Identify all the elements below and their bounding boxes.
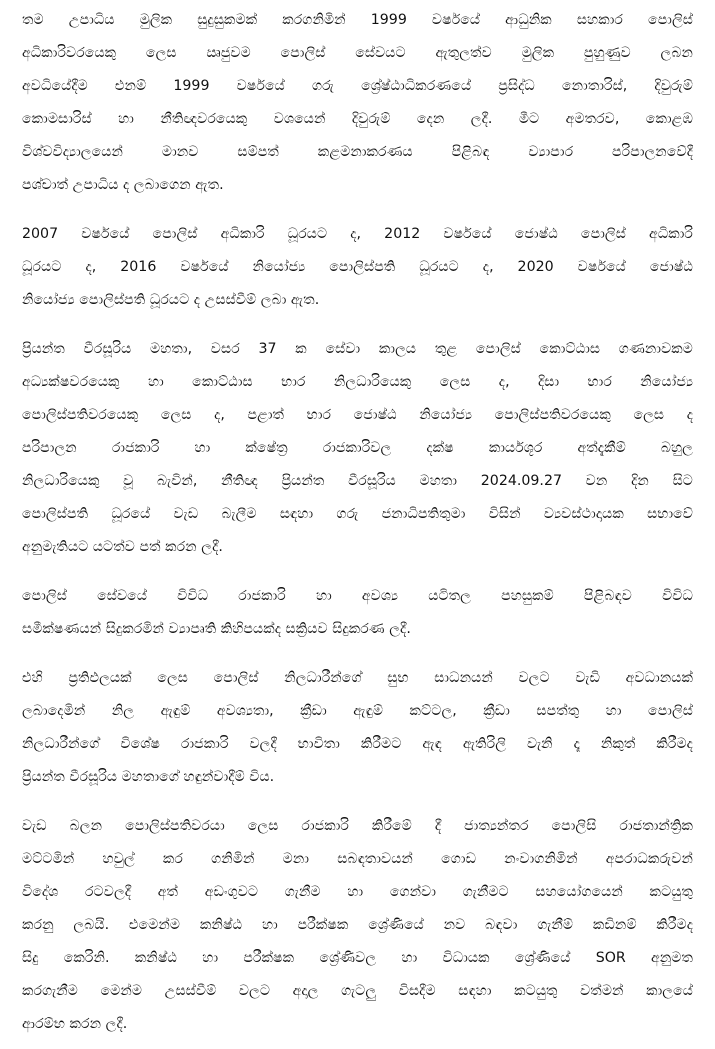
text-line: කොමසාරිස් හා නීතිඥවරයෙකු වශයෙන් දිවුරුම් දෙන ලදී. මීට අමතරව, කොළඹ — [22, 111, 693, 127]
paragraph-education — [22, 4, 693, 202]
text-line: 2007 වර්ෂයේ පොලිස් අධිකාරි ධූරයට ද, 2012 වර්ෂයේ ජොෂ්ඨ පොලිස් අධිකාරි — [22, 226, 693, 242]
paragraph-appointment — [22, 333, 693, 564]
text-line: නිලධාරීන්ගේ විශේෂ රාජකාරි වලදී භාවිතා කිරීමට ඇඳ ඇතිරිලි වැනි දෑ නිකුත් කිරීමද — [22, 736, 693, 752]
text-line: පොලිස්පතිවරයෙකු ලෙස ද, පළාත් භාර ජොෂ්ඨ නියෝජ්‍ය පොලිස්පතිවරයෙකු ලෙස ද — [22, 407, 693, 423]
text-line: පොලිස්පති ධූරයේ වැඩ බැලීම සඳහා ගරු ජනාධිපතිතුමා විසින් ව්‍යවස්ථාදායක සභාවේ — [22, 506, 693, 522]
text-line: ධූරයට ද, 2016 වර්ෂයේ නියෝජ්‍ය පොලිස්පති ධූරයට ද, 2020 වර්ෂයේ ජොෂ්ඨ — [22, 259, 693, 275]
text-line: අධ්‍යක්ෂවරයෙකු හා කොට්ඨාස භාර නිලධාරියෙකු ලෙස ද, දිසා භාර නියෝජ්‍ය — [22, 374, 693, 390]
paragraph-promotions — [22, 218, 693, 317]
text-line: නියෝජ්‍ය පොලිස්පති ධූරයට ද උසස්වීම් ලබා ඇත. — [22, 292, 320, 308]
text-line: අධිකාරිවරයෙකු ලෙස ඍජුවම පොලිස් සේවයට ඇතුලත්ව මුලික පුහුණුව ලබන — [22, 45, 693, 61]
text-line: අනුමැතියට යටත්ව පත් කරන ලදී. — [22, 539, 223, 555]
paragraph-surveys — [22, 580, 693, 646]
text-line: සමීක්ෂණයන් සිදුකරමින් ව්‍යාපෘති කිහිපයක්ද සක්‍රියව සිදුකරණ ලදී. — [22, 621, 411, 637]
text-line: එහි ප්‍රතිඵලයක් ලෙස පොලිස් නිලධාරීන්ගේ සුභ සාධනයන් වලට වැඩි අවධානයක් — [22, 670, 693, 686]
text-line: අවධියේදීම එනම් 1999 වර්ෂයේ ගරු ශ්‍රේෂ්ඨාධිකරණයේ ප්‍රසිද්ධ නොතාරිස්, දිවුරුම් — [22, 78, 693, 94]
text-line: පරිපාලන රාජකාරි හා ක්ෂේත්‍ර රාජකාරිවල දක්ෂ කාර්යශූර අත්දැකීම් බහුල — [22, 440, 693, 456]
text-line: විශ්වවිද්‍යාලයෙන් මානව සම්පත් කළමනාකරණය පිළිබඳ ව්‍යාපාර පරිපාලනවේදී — [22, 144, 693, 160]
paragraph-international — [22, 810, 693, 1041]
text-line: මට්ටමින් හවුල් කර ගනිමින් මනා සබඳතාවයන් ගොඩ නංවාගනිමින් අපරාධකරුවන් — [22, 851, 693, 867]
text-line: පශ්චාත් උපාධිය ද ලබාගෙන ඇත. — [22, 177, 224, 193]
text-line: ලබාදෙමින් නිල ඇඳුම් අවශ්‍යතා, ක්‍රීඩා ඇඳුම් කට්ටල, ක්‍රීඩා සපත්තු හා පොලිස් — [22, 703, 693, 719]
paragraph-welfare — [22, 662, 693, 794]
text-line: විදේශ රටවලදී අත් අඩංගුවට ගැනීම හා ගෙන්වා ගැනීමට සහයෝගයෙන් කටයුතු — [22, 884, 693, 900]
text-line: ප්‍රියන්ත වීරසූරිය මහතා, වසර 37 ක සේවා කාලය තුළ පොලිස් කොට්ඨාස ගණනාවකම — [22, 341, 693, 357]
text-line: පොලිස් සේවයේ විවිධ රාජකාරි හා අවශ්‍ය යටිතල පහසුකම් පිළිබඳව විවිධ — [22, 588, 693, 604]
text-line: ආරම්භ කරන ලදී. — [22, 1016, 128, 1032]
text-line: තම උපාධිය මුලික සුදුසුකමක් කරගනිමින් 1999 වර්ෂයේ ආධුනික සහකාර පොලිස් — [22, 12, 693, 28]
text-line: වැඩ බලන පොලිස්පතිවරයා ලෙස රාජකාරි කිරීමේ දී ජාත්‍යන්තර පොලිසි රාජතාන්ත්‍රික — [22, 818, 693, 834]
text-line: කරනු ලබයි. එමෙන්ම කනිෂ්ඨ හා පරීක්ෂක ශ්‍රේණියේ නව බඳවා ගැනීම් කඩිනම් කිරීමද — [22, 917, 693, 933]
text-line: සිදු කෙරිනි. කනිෂ්ඨ හා පරීක්ෂක ශ්‍රේණිවල හා විධායක ශ්‍රේණියේ SOR අනුමත — [22, 950, 693, 966]
text-line: කරගැනීම මෙන්ම උසස්වීම් වලට අදාල ගැටලු විසදීම සඳහා කටයුතු වත්මන් කාලයේ — [22, 983, 693, 999]
text-line: ප්‍රියන්ත වීරසූරිය මහතාගේ හඳුන්වාදීම් විය. — [22, 769, 275, 785]
text-line: නිලධාරියෙකු වූ බැවින්, නීතිඥ ප්‍රියන්ත වීරසූරිය මහතා 2024.09.27 වන දින සිට — [22, 473, 693, 489]
